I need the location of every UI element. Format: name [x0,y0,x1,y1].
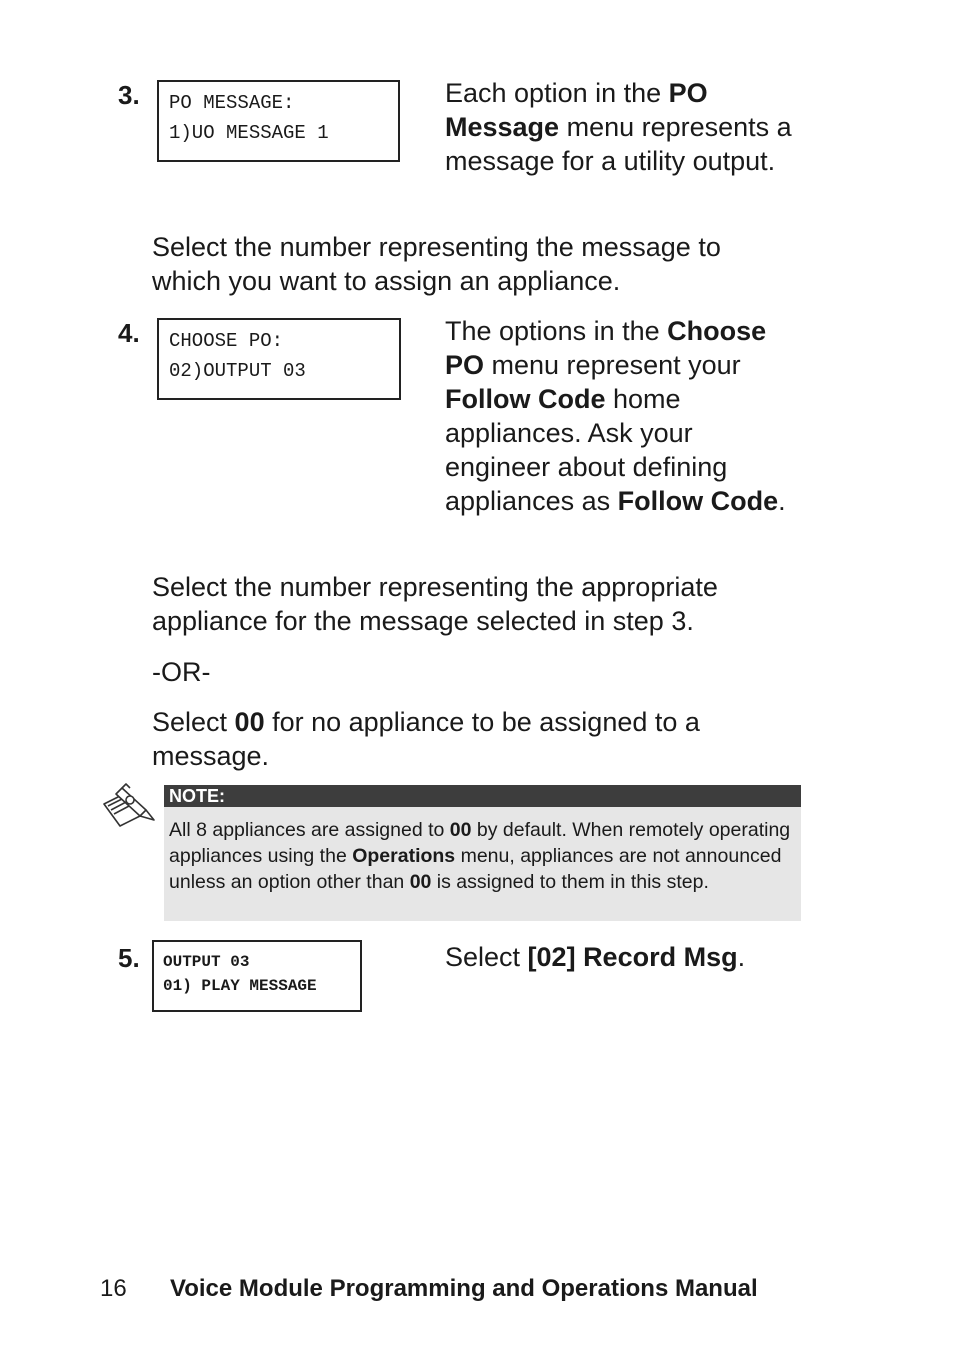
step-3-description [445,76,805,178]
desc-text: Select [445,942,528,972]
desc-bold: [02] Record Msg [527,942,738,972]
desc-text: menu represents a message for a utility output. [445,112,792,176]
page-number: 16 [100,1275,127,1302]
desc-text: . [778,486,786,516]
or-separator: -OR- [152,657,211,687]
note-text: is assigned to them in this step. [431,871,709,893]
lcd-line-2: 01) PLAY MESSAGE [163,977,317,995]
step-3-number: 3. [118,80,140,110]
alt-text: Select [152,707,235,737]
desc-bold: PO Message [445,78,708,142]
step-4-instruction: Select the number representing the appropriate appliance for the message selected in step 3. [152,572,718,636]
alt-bold: 00 [234,707,265,737]
note-bold: 00 [449,819,472,841]
desc-text: home appliances. Ask your engineer about defining appliances as [445,384,728,516]
note-body [164,807,801,921]
note-bold: Operations [352,845,456,867]
note-bold: 00 [409,871,432,893]
step-5-number: 5. [118,943,140,973]
lcd-display-step-3 [157,80,400,162]
lcd-line-1: OUTPUT 03 [163,953,250,971]
step-4-alternative [152,705,772,773]
desc-text: The options in the [445,316,668,346]
lcd-display-step-5 [152,940,362,1012]
lcd-line-2: 02)OUTPUT 03 [169,360,306,382]
lcd-line-1: CHOOSE PO: [169,330,284,352]
lcd-line-2: 1)UO MESSAGE 1 [169,122,329,144]
note-text: by default. When remotely operating appliances using the [169,819,791,867]
note-pen-icon [100,780,160,830]
step-5-description [445,940,805,974]
step-3-instruction: Select the number representing the message to which you want to assign an appliance. [152,232,721,296]
desc-text: Each option in the [445,78,669,108]
note-text: All 8 appliances are assigned to [169,819,450,841]
note-text: menu, appliances are not announced unless an option other than [169,845,782,893]
desc-text: . [737,942,746,972]
lcd-display-step-4 [157,318,401,400]
note-header: NOTE: [164,785,801,807]
desc-text: menu represent your [484,350,741,380]
desc-bold: Choose PO [445,316,767,380]
step-4-description [445,314,793,518]
alt-text: for no appliance to be assigned to a message. [152,707,700,771]
step-4-number: 4. [118,318,140,348]
desc-bold: Follow Code [445,384,606,414]
desc-bold: Follow Code [617,486,779,516]
manual-title: Voice Module Programming and Operations Manual [170,1275,758,1302]
lcd-line-1: PO MESSAGE: [169,92,295,114]
